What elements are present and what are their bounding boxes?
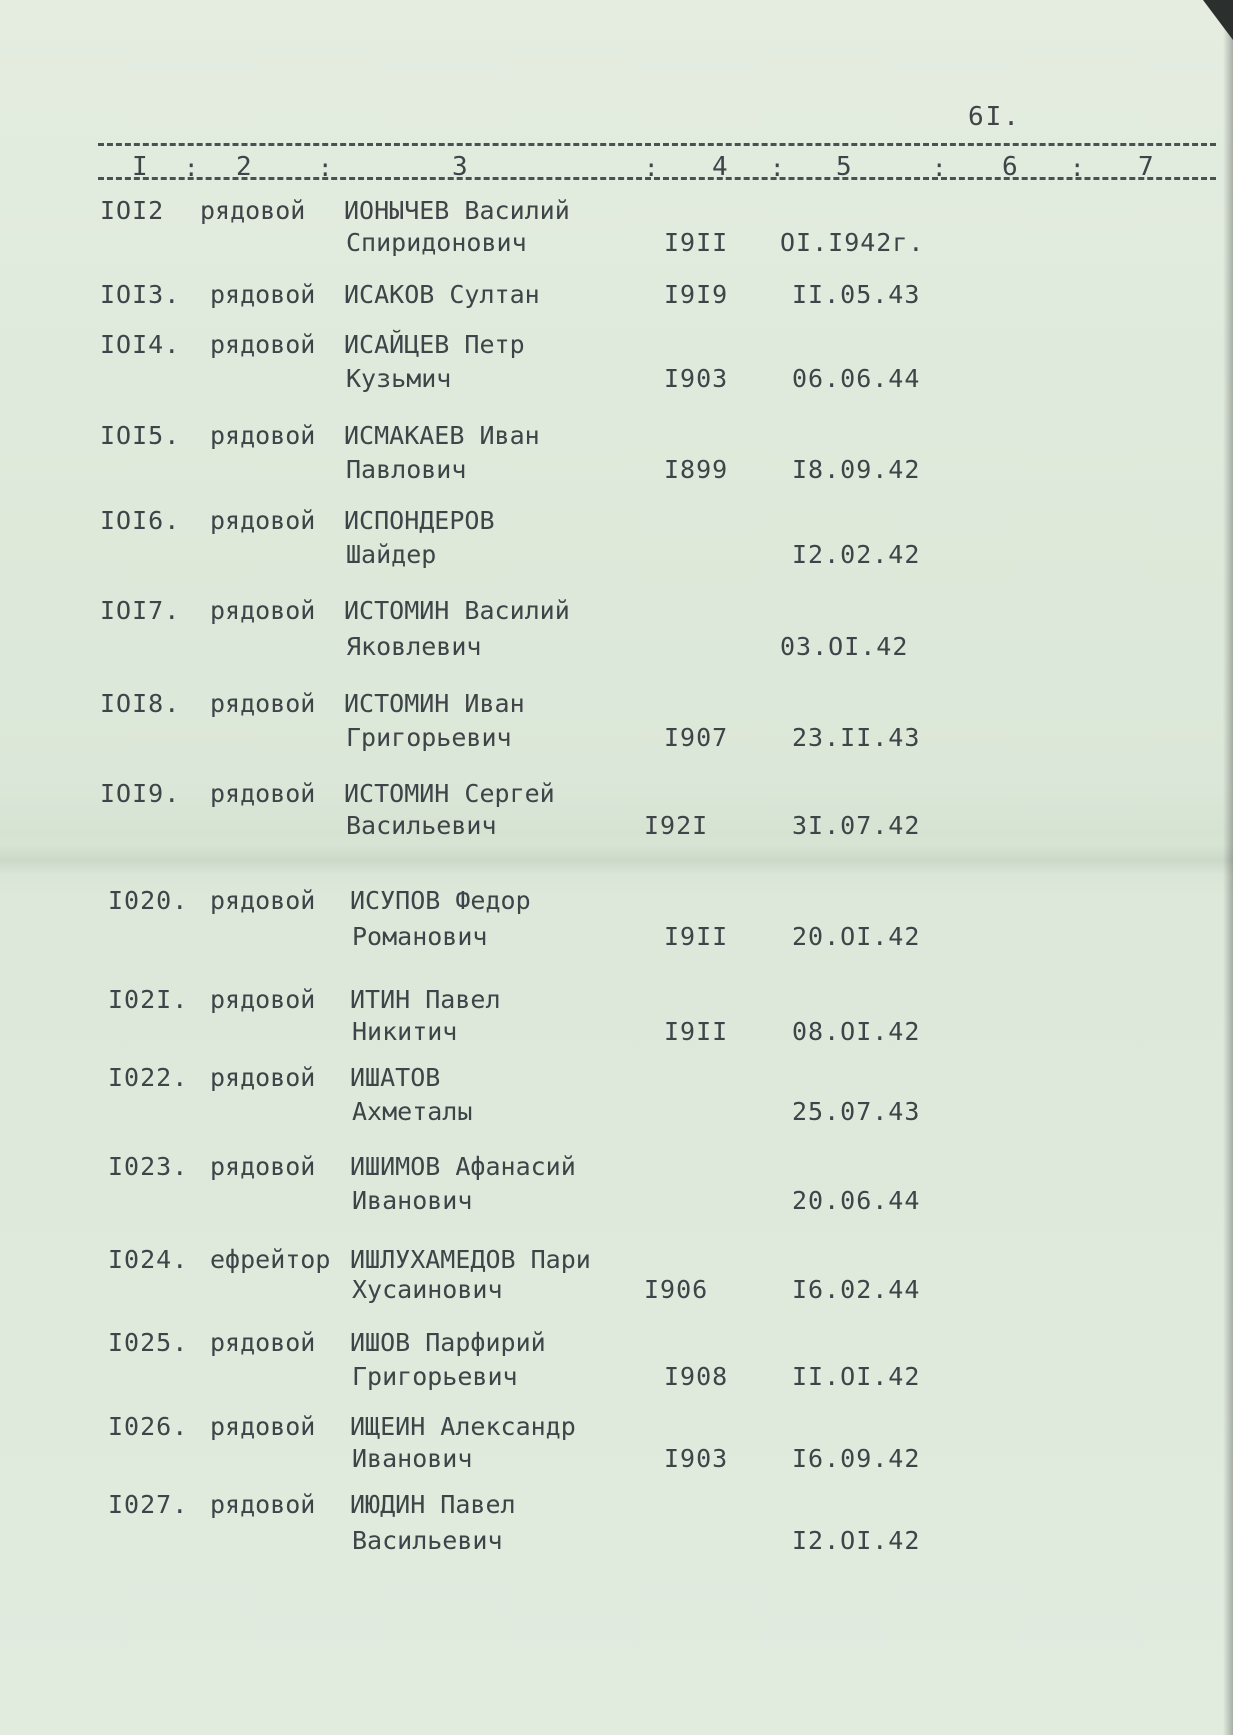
- header-col-3: 3: [452, 152, 468, 182]
- entry-surname: ИСУПОВ Федор: [350, 886, 531, 915]
- entry-death-date: 25.07.43: [792, 1097, 921, 1126]
- entry-number: IOI9.: [100, 779, 181, 808]
- entry-patronymic: Васильевич: [352, 1526, 503, 1555]
- entry-surname: ИЮДИН Павел: [350, 1490, 516, 1519]
- entry-surname: ИСМАКАЕВ Иван: [344, 421, 540, 450]
- entry-death-date: 23.II.43: [792, 723, 921, 752]
- entry-death-date: I6.02.44: [792, 1275, 921, 1304]
- entry-patronymic: Павлович: [346, 455, 467, 484]
- entry-death-date: I8.09.42: [792, 455, 921, 484]
- header-col-6: 6: [1002, 152, 1018, 182]
- entry-death-date: 03.OI.42: [780, 632, 909, 661]
- entry-rank: рядовой: [210, 596, 316, 625]
- entry-number: I024.: [108, 1245, 189, 1274]
- entry-death-date: 3I.07.42: [792, 811, 921, 840]
- entry-patronymic: Ахметалы: [352, 1097, 473, 1126]
- entry-surname: ИШАТОВ: [350, 1063, 441, 1092]
- entry-surname: ИТИН Павел: [350, 985, 501, 1014]
- entry-rank: рядовой: [200, 196, 306, 225]
- entry-number: IOI6.: [100, 506, 181, 535]
- entry-number: IOI2: [100, 196, 165, 225]
- entry-rank: рядовой: [210, 1412, 316, 1441]
- entry-surname: ИОНЫЧЕВ Василий: [344, 196, 570, 225]
- header-top-dashline: [98, 143, 1216, 146]
- page-number: 6I.: [968, 102, 1021, 132]
- header-separator: :: [318, 154, 333, 182]
- entry-patronymic: Хусаинович: [352, 1275, 503, 1304]
- entry-death-date: 08.OI.42: [792, 1017, 921, 1046]
- header-col-2: 2: [236, 152, 252, 182]
- entry-death-date: OI.I942г.: [780, 228, 925, 257]
- entry-patronymic: Григорьевич: [346, 723, 512, 752]
- entry-surname: ИШИМОВ Афанасий: [350, 1152, 576, 1181]
- entry-rank: рядовой: [210, 1152, 316, 1181]
- entry-birth-year: I899: [664, 455, 729, 484]
- entry-surname: ИСТОМИН Иван: [344, 689, 525, 718]
- entry-rank: рядовой: [210, 1328, 316, 1357]
- entry-birth-year: I906: [644, 1275, 709, 1304]
- entry-patronymic: Яковлевич: [346, 632, 482, 661]
- entry-number: I026.: [108, 1412, 189, 1441]
- header-col-1: I: [132, 152, 148, 182]
- entry-number: IOI4.: [100, 330, 181, 359]
- entry-birth-year: I9II: [664, 228, 729, 257]
- header-col-4: 4: [712, 152, 728, 182]
- entry-surname: ИСТОМИН Василий: [344, 596, 570, 625]
- entry-patronymic: Васильевич: [346, 811, 497, 840]
- entry-surname: ИСТОМИН Сергей: [344, 779, 555, 808]
- entry-birth-year: I903: [664, 1444, 729, 1473]
- paper-edge-shadow: [1223, 0, 1233, 1735]
- entry-rank: рядовой: [210, 779, 316, 808]
- entry-rank: рядовой: [210, 280, 316, 309]
- entry-rank: рядовой: [210, 689, 316, 718]
- entry-patronymic: Кузьмич: [346, 364, 452, 393]
- entry-birth-year: I9II: [664, 922, 729, 951]
- entry-birth-year: I908: [664, 1362, 729, 1391]
- entry-death-date: II.OI.42: [792, 1362, 921, 1391]
- entry-surname: ИСАКОВ Султан: [344, 280, 540, 309]
- entry-death-date: I2.02.42: [792, 540, 921, 569]
- entry-number: I027.: [108, 1490, 189, 1519]
- header-separator: :: [644, 154, 659, 182]
- entry-surname: ИШЛУХАМЕДОВ Пари: [350, 1245, 591, 1274]
- entry-death-date: II.05.43: [792, 280, 921, 309]
- entry-number: I022.: [108, 1063, 189, 1092]
- entry-death-date: 20.OI.42: [792, 922, 921, 951]
- entry-number: IOI3.: [100, 280, 181, 309]
- entry-surname: ИСПОНДЕРОВ: [344, 506, 495, 535]
- entry-number: I025.: [108, 1328, 189, 1357]
- header-separator: :: [184, 154, 199, 182]
- entry-number: I02I.: [108, 985, 189, 1014]
- entry-patronymic: Шайдер: [346, 540, 437, 569]
- entry-number: IOI7.: [100, 596, 181, 625]
- entry-patronymic: Спиридонович: [346, 228, 527, 257]
- header-separator: :: [932, 154, 947, 182]
- entry-patronymic: Григорьевич: [352, 1362, 518, 1391]
- entry-birth-year: I907: [664, 723, 729, 752]
- entry-patronymic: Иванович: [352, 1186, 473, 1215]
- entry-patronymic: Иванович: [352, 1444, 473, 1473]
- folded-corner: [1203, 0, 1233, 40]
- entry-death-date: I6.09.42: [792, 1444, 921, 1473]
- entry-rank: рядовой: [210, 330, 316, 359]
- entry-patronymic: Никитич: [352, 1017, 458, 1046]
- entry-surname: ИСАЙЦЕВ Петр: [344, 330, 525, 359]
- header-separator: :: [770, 154, 785, 182]
- entry-surname: ИЩЕИН Александр: [350, 1412, 576, 1441]
- entry-death-date: 06.06.44: [792, 364, 921, 393]
- header-col-7: 7: [1138, 152, 1154, 182]
- entry-number: I020.: [108, 886, 189, 915]
- entry-number: I023.: [108, 1152, 189, 1181]
- entry-birth-year: I9I9: [664, 280, 729, 309]
- paper-fold: [0, 845, 1233, 875]
- entry-surname: ИШОВ Парфирий: [350, 1328, 546, 1357]
- entry-rank: ефрейтор: [210, 1245, 331, 1274]
- entry-patronymic: Романович: [352, 922, 488, 951]
- entry-death-date: I2.OI.42: [792, 1526, 921, 1555]
- entry-birth-year: I903: [664, 364, 729, 393]
- entry-rank: рядовой: [210, 506, 316, 535]
- entry-rank: рядовой: [210, 985, 316, 1014]
- entry-number: IOI8.: [100, 689, 181, 718]
- entry-rank: рядовой: [210, 421, 316, 450]
- entry-rank: рядовой: [210, 886, 316, 915]
- header-separator: :: [1070, 154, 1085, 182]
- entry-rank: рядовой: [210, 1063, 316, 1092]
- entry-birth-year: I9II: [664, 1017, 729, 1046]
- header-col-5: 5: [836, 152, 852, 182]
- entry-birth-year: I92I: [644, 811, 709, 840]
- entry-number: IOI5.: [100, 421, 181, 450]
- entry-rank: рядовой: [210, 1490, 316, 1519]
- entry-death-date: 20.06.44: [792, 1186, 921, 1215]
